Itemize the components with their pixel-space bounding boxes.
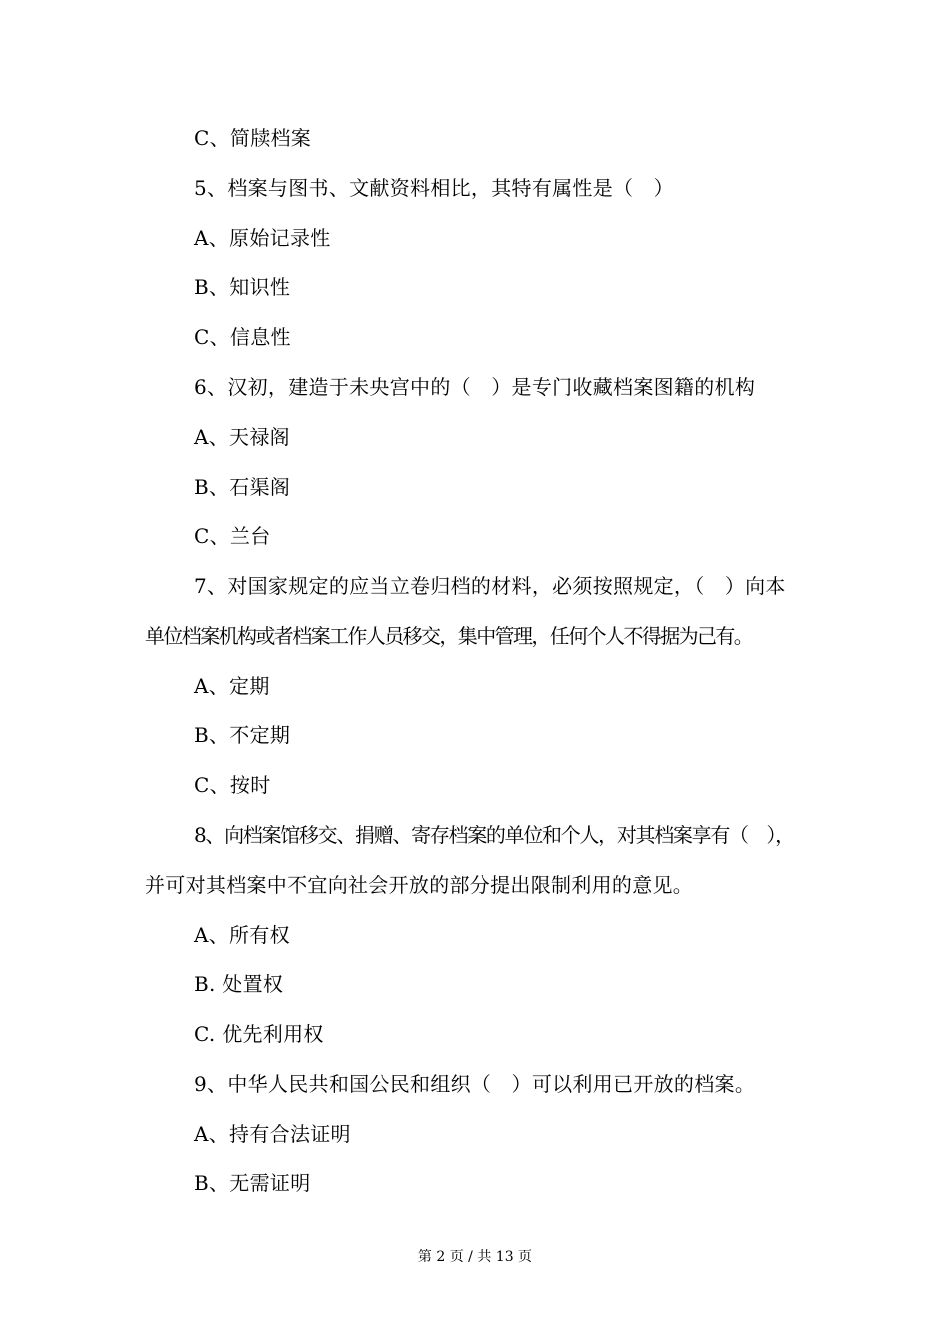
option-4c: C、简牍档案 bbox=[194, 126, 312, 150]
option-9a: A、持有合法证明 bbox=[194, 1122, 351, 1146]
question-7-line-1: 7、对国家规定的应当立卷归档的材料，必须按照规定，（ ）向本 bbox=[194, 574, 786, 598]
option-6c: C、兰台 bbox=[194, 524, 271, 548]
option-7b: B、不定期 bbox=[194, 723, 291, 747]
question-5: 5、档案与图书、文献资料相比，其特有属性是（ ） bbox=[194, 176, 674, 200]
option-7a: A、定期 bbox=[194, 674, 270, 698]
question-9: 9、中华人民共和国公民和组织（ ）可以利用已开放的档案。 bbox=[194, 1072, 756, 1096]
option-5c: C、信息性 bbox=[194, 325, 291, 349]
option-6b: B、石渠阁 bbox=[194, 475, 291, 499]
option-8c: C. 优先利用权 bbox=[194, 1022, 324, 1046]
option-6a: A、天禄阁 bbox=[194, 425, 290, 449]
option-5a: A、原始记录性 bbox=[194, 226, 331, 250]
question-7-line-2: 单位档案机构或者档案工作人员移交，集中管理，任何个人不得据为己有。 bbox=[145, 624, 753, 648]
question-8-line-1: 8、向档案馆移交、捐赠、寄存档案的单位和个人，对其档案享有（ ）， bbox=[194, 823, 794, 847]
option-8a: A、所有权 bbox=[194, 923, 290, 947]
page-footer: 第 2 页 / 共 13 页 bbox=[417, 1249, 533, 1265]
question-8-line-2: 并可对其档案中不宜向社会开放的部分提出限制利用的意见。 bbox=[145, 873, 694, 897]
option-9b: B、无需证明 bbox=[194, 1171, 311, 1195]
question-6: 6、汉初，建造于未央宫中的（ ）是专门收藏档案图籍的机构 bbox=[194, 375, 756, 399]
option-5b: B、知识性 bbox=[194, 275, 291, 299]
option-7c: C、按时 bbox=[194, 773, 271, 797]
option-8b: B. 处置权 bbox=[194, 972, 284, 996]
